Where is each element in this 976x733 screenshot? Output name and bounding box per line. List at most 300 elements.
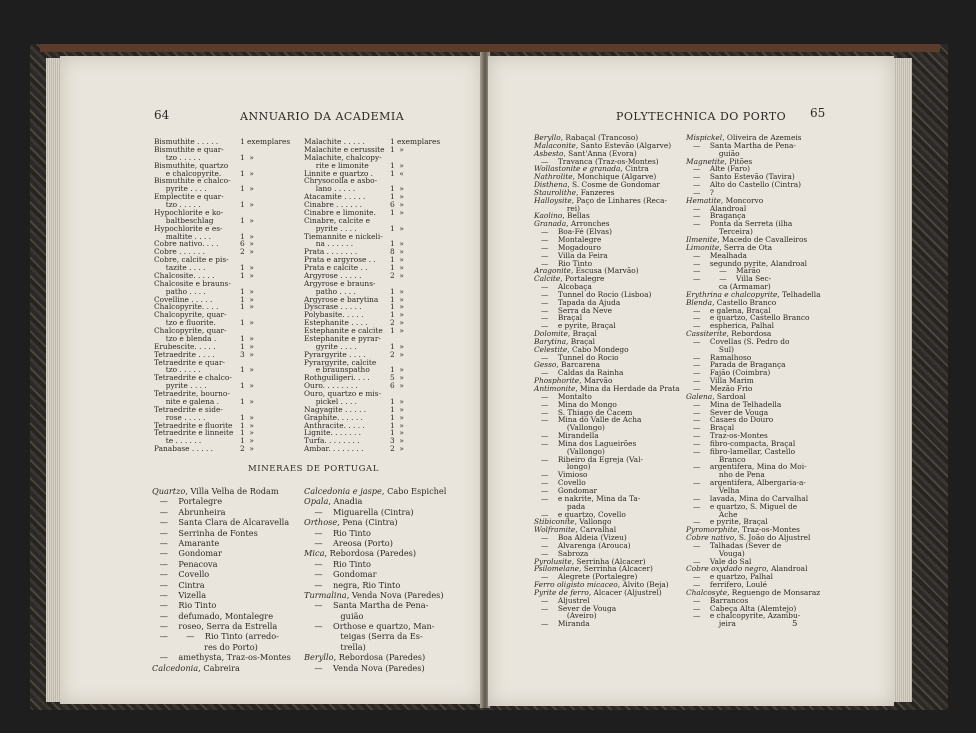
text-line: Barytina, Braçal [534,336,596,346]
text-line: Prata e argyrose . . [304,255,376,265]
text-line: e chalcopyrite. [154,168,222,178]
text-line: — Vale do Sal [686,556,752,566]
text-line: Malaconite, Santo Estevão (Algarve) [534,140,672,150]
text-line: Hypochlorite e es- [154,223,223,233]
left-col1-names [154,138,240,453]
text-line: guião [686,148,740,158]
text-line: Disthena, S. Cosme de Gondomar [534,180,660,190]
text-line: 1 » [240,341,254,351]
text-line: — Alvarenga (Arouca) [534,540,631,550]
text-line: — Mina do Valle de Acha [534,415,642,425]
text-line: Cassiterite, Rebordosa [686,329,772,339]
text-line: 1 » [390,310,404,320]
text-line: 2 » [390,318,404,328]
text-line: — Gondomar [534,485,598,495]
text-line: — amethysta, Traz-os-Montes [152,652,291,663]
section-title: MINERAES DE PORTUGAL [248,464,380,474]
text-line: — Alto do Castello (Cintra) [686,180,802,190]
text-line: Dyscrase . . . . . [304,302,362,312]
running-head-left: ANNUARIO DA ACADEMIA [240,110,405,123]
text-line: Hematite, Moncorvo [686,195,764,205]
text-line: Chalcopyrite. . . . [154,302,219,312]
text-line: Estephanite e pyrar- [304,333,381,343]
text-line: ca (Armamar) [686,282,771,292]
text-line: Bismuthite . . . . . [154,137,219,146]
text-line: Cobre, calcite e pis- [154,255,229,265]
text-line: tzo . . . . . [154,365,201,375]
text-line: — e quartzo, Castello Branco [686,313,810,323]
text-line: Mica, Rebordosa (Paredes) [304,548,417,559]
text-line: Graphite. . . . . . [304,412,363,422]
text-line: 1 » [240,365,254,375]
text-line: Bismuthite e chalco- [154,176,231,186]
text-line: Calcite, Portalegre [534,274,605,284]
text-line: Orthose, Pena (Cintra) [304,517,398,528]
text-line: pickel . . . . [304,396,357,406]
text-line: — Santo Estevão (Tavira) [686,172,795,182]
text-line: — Penacova [152,558,218,569]
text-line: 1 » [240,428,254,438]
text-line: Celestite, Cabo Mondego [534,344,629,354]
text-line: — e quartzo, S. Miguel de [686,501,798,511]
text-line: 1 » [240,263,254,272]
text-line: — Fajão (Coimbra) [686,368,771,378]
text-line: Stibiconite, Vallongo [534,517,612,527]
text-line: Tetraedrite e fluorite [154,420,233,430]
text-line: 1 » [240,152,254,162]
text-line: Kaolino, Bellas [534,211,590,221]
text-line: Phosphorite, Marvão [534,376,613,386]
text-line: Granada, Arronches [534,219,610,229]
text-line: pyrite . . . . [154,184,207,194]
text-line: 1 » [390,341,404,351]
text-line: Argyrose . . . . . [304,270,362,280]
text-line: longo) [534,462,591,472]
text-line: 1 » [240,396,254,406]
text-line: Pyrargyrite . . . . [304,349,366,359]
text-line: — ? [686,187,714,197]
text-line: — Portalegre [152,496,223,507]
text-line: — Santa Clara de Alcaravella [152,517,290,528]
text-line: Malachite, chalcopy- [304,152,382,162]
text-line: (Vallongo) [534,423,605,433]
text-line: Wollastonite e granada, Cintra [534,164,649,174]
text-line: — Areosa (Porto) [304,537,393,548]
page-number-left: 64 [154,108,170,122]
text-line: 5 » [390,373,404,383]
text-line: 1 » [240,318,254,328]
book-spine-edge [40,44,940,52]
text-line: — e pyrite, Braçal [686,517,768,527]
text-line: Chalcosite. . . . . [154,270,215,280]
text-line: — Miranda [534,619,590,629]
text-line: 1 » [390,326,404,335]
text-line: — Miguarella (Cintra) [304,506,414,517]
text-line: 1 » [390,223,404,233]
text-line: 1 » [390,404,404,414]
text-line: rei) [534,203,581,213]
text-line: — Villa Marim [686,376,754,386]
text-line: 6 » [390,200,404,209]
text-line: pada [534,501,586,511]
text-line: Cinabre . . . . . . [304,200,363,209]
text-line: Emplectite e quar- [154,192,224,202]
right-col1-list [534,134,684,628]
text-line: — Rio Tinto [304,527,371,538]
text-line: Beryllo, Rebordosa (Paredes) [304,652,426,663]
text-line: Cinabre, calcite e [304,215,370,225]
text-line: — Alandroal [686,203,747,213]
text-line: Erythrina e chalcopyrite, Telhadella [686,289,821,299]
text-line: Argyrose e brauns- [304,278,376,288]
text-line: — lavada, Mina do Carvalhal [686,493,809,503]
text-line: — Tunnel do Rocio (Lisboa) [534,289,652,299]
text-line: Malachite . . . . . [304,137,365,146]
text-line: — Santa Martha de Pena- [686,140,796,150]
text-line: 6 » [390,381,404,391]
text-line: — roseo, Serra da Estrella [152,621,278,632]
text-line: — defumado, Montalegre [152,610,274,621]
text-line: — Casaes do Douro [686,415,774,425]
text-line: Tetraedrite e linneite [154,428,234,438]
text-line: Polybasite. . . . . [304,310,364,320]
text-line: maltite . . . . [154,231,211,241]
text-line: — e chalcopyrite, Azambu- [686,611,801,621]
text-line: — Abrunheira [152,506,226,517]
text-line: Hypochlorite e ko- [154,207,224,217]
text-line: patho . . . . [304,286,356,296]
left-col1-counts [240,138,298,453]
text-line: — Rio Tinto [304,558,371,569]
text-line: Tiemannite e nickeli- [304,231,383,241]
text-line: Chalcosite e brauns- [154,278,231,288]
text-line: — Barrancos [686,595,749,605]
text-line: 1 » [390,420,404,430]
text-line: — — Villa Sec- [686,274,772,284]
left-col2-counts [390,138,450,453]
text-line: — e quartzo, Covello [534,509,626,519]
text-line: 1 » [240,333,254,343]
text-line: Tetraedrite e side- [154,404,223,414]
text-line: Cobre . . . . . . [154,247,205,257]
text-line: Wolframite, Carvalhal [534,525,617,535]
text-line: Estephanite e calcite [304,326,383,335]
text-line: 1 exemplares [240,137,291,146]
text-line: — Montalto [534,391,592,401]
text-line: — Vimioso [534,470,588,480]
text-line: Cobre nativo, S. João do Aljustrel [686,533,811,543]
text-line: Velha [686,485,740,495]
text-line: 2 » [240,444,254,454]
text-line: — Amarante [152,537,220,548]
text-line: rite e limonite [304,160,369,170]
text-line: tzo . . . . . [154,152,201,162]
text-line: — argentifera, Albergaria-a- [686,478,806,488]
text-line: 1 » [390,255,404,265]
text-line: Lignite. . . . . . . [304,428,362,438]
text-line: — Mirandella [534,431,599,441]
text-line: 1 » [390,239,404,249]
text-line: Halloysite, Paço de Linhares (Reca- [534,195,667,205]
text-line: — Alte (Faro) [686,164,751,174]
text-line: — Vizella [152,589,207,600]
text-line: — Covello [534,478,586,488]
text-line: — Mogadouro [534,242,601,252]
text-line: Galena, Sardoal [686,391,746,401]
text-line: Aragonite, Escusa (Marvão) [534,266,639,276]
text-line: 1 » [240,231,254,241]
text-line: 2 » [390,270,404,280]
text-line: 1 » [240,381,254,391]
signature-mark: 5 [792,619,798,629]
text-line: — negra, Rio Tinto [304,579,401,590]
text-line: patho . . . . [154,286,206,296]
text-line: tzo . . . . . [154,200,201,209]
text-line: 1 » [240,294,254,304]
text-line: Branco [686,454,746,464]
text-line: — Alegrete (Portalegre) [534,572,638,582]
text-line: Chalcopyrite, quar- [154,310,227,320]
text-line: — Aljustrel [534,595,590,605]
text-line: tzo e blenda . [154,333,217,343]
left-page-edges [46,58,60,702]
text-line: 1 » [240,168,254,178]
text-line: 3 » [390,436,404,446]
text-line: 1 » [240,286,254,296]
text-line: — Parada de Bragança [686,360,786,370]
text-line: Psilomelane, Serrinha (Alcacer) [534,564,653,574]
text-line: Quartzo, Villa Velha de Rodam [152,486,279,496]
text-line: Ache [686,509,738,519]
text-line: 1 « [390,168,404,178]
text-line: Bismuthite e quar- [154,144,224,154]
portugal-list-left [152,486,302,673]
text-line: — — Rio Tinto (arredo- [152,631,279,642]
text-line: Antimonite, Mina da Herdade da Prata [534,384,680,393]
right-col2-list [686,134,836,628]
text-line: Pyrolusite, Serrinha (Alcacer) [534,556,646,566]
text-line: — Boa-Fé (Elvas) [534,227,612,237]
text-line: — fibro-compacta, Braçal [686,438,796,448]
text-line: pyrite . . . . [304,223,357,233]
text-line: 1 » [390,207,404,217]
text-line: Bismuthite, quartzo [154,160,229,170]
page-number-right: 65 [810,106,826,120]
text-line: 1 » [240,215,254,225]
text-line: — Braçal [686,423,735,433]
text-line: — segundo pyrite, Alandroal [686,258,807,268]
text-line: — Mina do Mongo [534,399,617,409]
text-line: Limonite, Serra de Ota [686,242,773,252]
text-line: — Bragança [686,211,746,221]
text-line: Linnite e quartzo . [304,168,374,178]
text-line: — Caldas da Rainha [534,368,624,378]
text-line: rose . . . . . [154,412,206,422]
text-line: — Serra da Neve [534,305,612,315]
text-line: — Rio Tinto [152,600,217,611]
text-line: Turfa. . . . . . . . [304,436,360,446]
text-line: — Mina de Telhadella [686,399,782,409]
text-line: 1 » [390,160,404,170]
text-line: Magnetite, Pitões [686,156,753,166]
text-line: Turmalina, Venda Nova (Paredes) [304,589,444,600]
text-line: nho de Pena [686,470,765,480]
portugal-list-right [304,486,474,673]
text-line: Calcedonia e jaspe, Cabo Espichel [304,486,447,496]
text-line: — Ribeiro da Egreja (Val- [534,454,643,464]
text-line: — Covello [152,569,210,580]
text-line: Prata . . . . . . . [304,247,358,257]
text-line: Gesso, Barcarena [534,360,601,370]
text-line: — S. Thiago de Cacem [534,407,633,417]
text-line: 8 » [390,247,404,257]
text-line: — Travanca (Traz-os-Montes) [534,156,659,166]
text-line: Tetraedrite, bourno- [154,389,230,398]
text-line: 1 » [390,263,404,272]
text-line: Prata e calcite . . [304,263,368,272]
text-line: na . . . . . . [304,239,354,249]
text-line: 3 » [240,349,254,359]
text-line: — Montalegre [534,234,602,244]
text-line: Beryllo, Rabaçal (Trancoso) [534,133,639,142]
text-line: Terceira) [686,227,753,237]
text-line: 1 » [390,412,404,422]
text-line: Tetraedrite . . . . [154,349,215,359]
text-line: Blenda, Castello Branco [686,297,777,307]
text-line: — Braçal [534,313,583,323]
text-line: Tetraedrite e chalco- [154,373,232,383]
text-line: 2 » [390,444,404,454]
text-line: 1 » [240,302,254,312]
text-line: — fibro-lamellar, Castello [686,446,796,456]
text-line: 1 » [240,200,254,209]
text-line: — Sabroza [534,548,589,558]
text-line: Calcedonia, Cabreira [152,662,240,673]
text-line: — Venda Nova (Paredes) [304,662,425,673]
text-line: — Traz-os-Montes [686,431,768,441]
text-line: 1 » [240,412,254,422]
text-line: Ouro, quartzo e mis- [304,389,381,398]
text-line: — Boa Aldeia (Vizeu) [534,533,627,543]
text-line: 1 » [390,286,404,296]
text-line: nite e galena . [154,396,220,406]
text-line: Dolomite, Braçal [534,329,597,339]
text-line: — espherica, Palhal [686,321,774,331]
text-line: Asbesto, Sant'Anna (Evora) [534,148,637,158]
text-line: — e pyrite, Braçal [534,321,616,331]
text-line: Pyrargyrite, calcite [304,357,377,367]
text-line: — Orthose e quartzo, Man- [304,621,435,632]
text-line: Sul) [686,344,734,354]
text-line: Estephanite . . . . [304,318,368,328]
text-line: 1 » [390,428,404,438]
text-line: lano . . . . . [304,184,356,194]
text-line: e braunspatho [304,365,370,375]
text-line: — Sever de Vouga [534,603,617,613]
text-line: — e nakrite, Mina da Ta- [534,493,641,503]
text-line: 1 » [390,192,404,202]
text-line: 1 » [390,144,404,154]
text-line: Ouro. . . . . . . . [304,381,358,391]
running-head-right: POLYTECHNICA DO PORTO [616,110,787,123]
text-line: — Mina dos Lagueirões [534,438,637,448]
text-line: 1 » [390,302,404,312]
text-line: Ilmenite, Macedo de Cavalleiros [686,234,808,244]
left-page [60,56,482,704]
text-line: Cinabre e limonite. [304,207,376,217]
text-line: — Rio Tinto [534,258,593,268]
text-line: 1 » [240,436,254,446]
text-line: 1 » [390,294,404,304]
text-line: teigas (Serra da Es- [304,631,423,642]
text-line: 1 » [240,184,254,194]
text-line: — Alcobaça [534,282,592,292]
text-line: — Ramalhoso [686,352,752,362]
text-line: 2 » [390,349,404,359]
text-line: 1 » [390,184,404,194]
text-line: Cobre nativo. . . . [154,239,219,249]
text-line: guião [304,610,364,621]
text-line: Chrysocolla e asbo- [304,176,378,186]
text-line: — Cabeça Alta (Alemtejo) [686,603,797,613]
text-line: — Sever de Vouga [686,407,769,417]
text-line: Chalcopyrite, quar- [154,326,227,335]
text-line: (Vallongo) [534,446,605,456]
text-line: 1 » [390,365,404,375]
text-line: (Aveiro) [534,611,597,621]
text-line: 2 » [240,247,254,257]
text-line: — e quartzo, Palhal [686,572,773,582]
text-line: — Tapada da Ajuda [534,297,621,307]
text-line: Cobre oxydado negro, Alandroal [686,564,808,574]
text-line: Mispickel, Oliveira de Azemeis [686,133,802,142]
text-line: Erubescite. . . . . [154,341,216,351]
text-line: — argentifera, Mina do Moi- [686,462,807,472]
text-line: Covelline . . . . . [154,294,213,304]
text-line: Pyrite de ferro, Alcacer (Aljustrel) [534,587,662,597]
text-line: trella) [304,641,366,652]
text-line: — Ponta da Serreta (ilha [686,219,793,229]
text-line: — Serrinha de Fontes [152,527,258,538]
text-line: Rothguiligeri. . . . [304,373,370,383]
text-line: — Talhadas (Sever de [686,540,782,550]
text-line: pyrite . . . . [154,381,207,391]
text-line: 1 » [240,420,254,430]
text-line: tzo e fluorite. [154,318,216,328]
text-line: — Tunnel do Rocio [534,352,619,362]
text-line: te . . . . . . [154,436,202,446]
right-page-edges [894,58,912,702]
text-line: — Covellas (S. Pedro do [686,336,790,346]
text-line: Vouga) [686,548,745,558]
text-line: — Villa da Feira [534,250,608,260]
text-line: — e galena, Braçal [686,305,771,315]
text-line: gyrite . . . . [304,341,357,351]
text-line: baltbeschlag [154,215,214,225]
text-line: — Cintra [152,579,205,590]
text-line: tazite . . . . [154,263,206,272]
left-col2-names [304,138,390,453]
text-line: Ferro oligisto micaceo, Alvito (Beja) [534,580,669,590]
text-line: Nagyagite . . . . . [304,404,367,414]
text-line: — ferrifero, Loulé [686,580,768,590]
text-line: Atacamite . . . . . [304,192,366,202]
text-line: Pyromorphite, Traz-os-Montes [686,525,800,535]
text-line: Anthracite. . . . . [304,420,365,430]
text-line: Opala, Anadia [304,496,363,507]
text-line: — Mealhada [686,250,747,260]
text-line: Panabase . . . . . [154,444,214,454]
